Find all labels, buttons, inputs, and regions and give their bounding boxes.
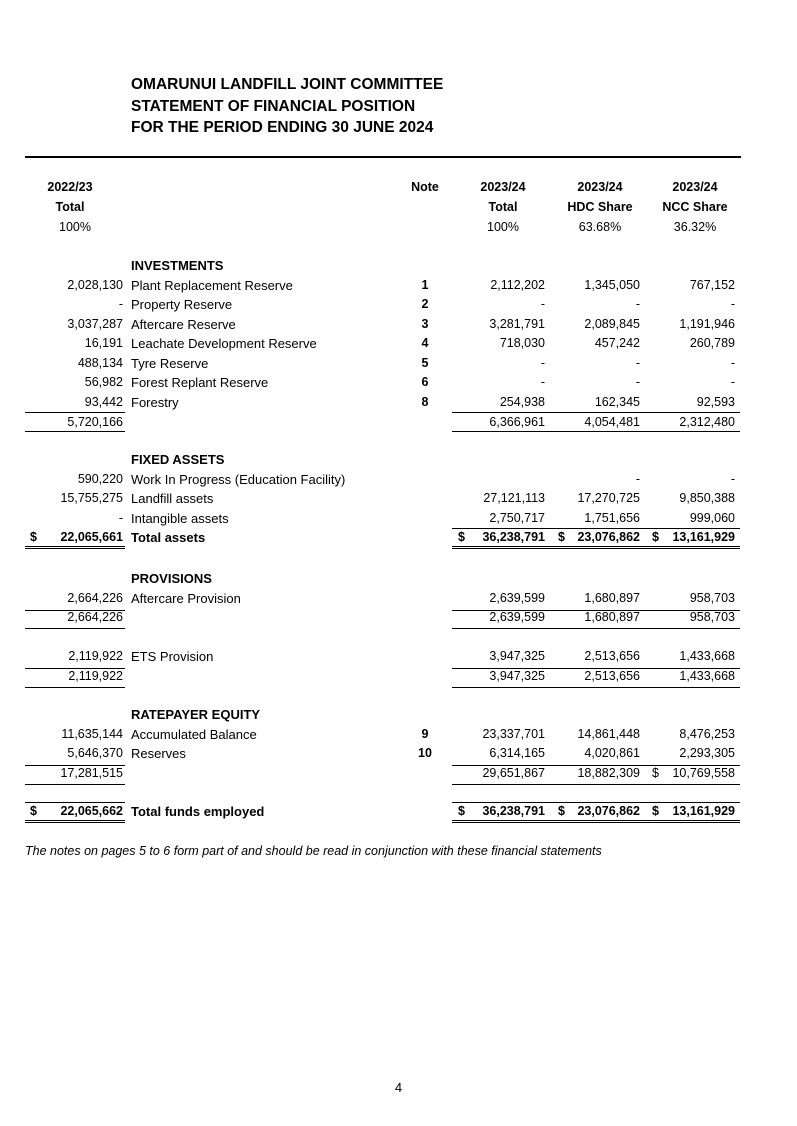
header-rule: [25, 156, 741, 158]
prior-value: 2,664,226: [67, 591, 123, 605]
section-heading: PROVISIONS: [131, 571, 212, 586]
hdc-value: -: [635, 472, 640, 486]
subtotal-rule: [452, 628, 740, 629]
hdr-cur-total: Total: [488, 200, 518, 214]
prior-value: 2,119,922: [68, 669, 123, 683]
section-heading: FIXED ASSETS: [131, 452, 225, 467]
hdc-value: 4,054,481: [584, 415, 640, 429]
hdc-value: 1,680,897: [584, 610, 640, 624]
currency-sign: $: [558, 804, 565, 818]
total-value: 36,238,791: [482, 530, 545, 544]
hdc-value: 23,076,862: [577, 804, 640, 818]
total-value: 6,314,165: [489, 746, 545, 760]
ncc-value: 13,161,929: [672, 530, 735, 544]
ncc-value: 92,593: [696, 395, 735, 409]
hdc-value: -: [635, 356, 640, 370]
period: FOR THE PERIOD ENDING 30 JUNE 2024: [131, 119, 434, 136]
subtotal-rule: [452, 765, 740, 766]
ncc-value: -: [730, 375, 735, 389]
hdc-value: 1,345,050: [584, 278, 640, 292]
row-label: Property Reserve: [131, 297, 233, 312]
org-name: OMARUNUI LANDFILL JOINT COMMITTEE: [131, 76, 444, 93]
double-rule: [452, 546, 740, 549]
ncc-value: 10,769,558: [672, 766, 735, 780]
subtotal-rule: [25, 765, 125, 766]
hdr-hdc-share: HDC Share: [567, 200, 633, 214]
row-label: Work In Progress (Education Facility): [131, 472, 346, 487]
note-ref: 10: [418, 746, 432, 760]
total-value: 254,938: [499, 395, 545, 409]
prior-value: 5,646,370: [67, 746, 123, 760]
prior-value: 56,982: [84, 375, 123, 389]
hdc-value: -: [635, 375, 640, 389]
hdc-value: 2,089,845: [584, 317, 640, 331]
ncc-value: 13,161,929: [672, 804, 735, 818]
total-value: -: [540, 297, 545, 311]
currency-sign: $: [458, 804, 465, 818]
total-value: 23,337,701: [482, 727, 545, 741]
row-label: Total assets: [131, 530, 206, 545]
total-value: 718,030: [499, 336, 545, 350]
subtotal-rule: [452, 784, 740, 785]
hdc-value: 14,861,448: [577, 727, 640, 741]
prior-value: 22,065,661: [60, 530, 123, 544]
hdc-value: 2,513,656: [584, 669, 640, 683]
subtotal-rule: [452, 610, 740, 611]
note-ref: 8: [421, 395, 429, 409]
prior-value: 590,220: [77, 472, 123, 486]
statement-name: STATEMENT OF FINANCIAL POSITION: [131, 97, 416, 115]
subtotal-rule: [25, 628, 125, 629]
prior-value: 93,442: [84, 395, 123, 409]
total-value: 3,947,325: [489, 669, 545, 683]
ncc-value: 767,152: [689, 278, 735, 292]
subtotal-rule: [25, 431, 125, 432]
note-ref: 3: [421, 317, 429, 331]
double-rule: [25, 546, 125, 549]
hdr-cur-pct: 100%: [487, 220, 519, 234]
hdc-value: 18,882,309: [577, 766, 640, 780]
prior-value: 5,720,166: [67, 415, 123, 429]
prior-value: 2,119,922: [68, 649, 123, 663]
row-label: Forestry: [131, 395, 179, 410]
row-label: Leachate Development Reserve: [131, 336, 317, 351]
hdc-value: -: [635, 297, 640, 311]
note-ref: 6: [421, 375, 429, 389]
prior-value: 22,065,662: [60, 804, 123, 818]
hdc-value: 1,680,897: [584, 591, 640, 605]
row-label: Aftercare Provision: [131, 591, 241, 606]
total-value: 2,112,202: [490, 278, 545, 292]
subtotal-rule: [452, 668, 740, 669]
hdc-value: 457,242: [594, 336, 640, 350]
prior-value: 2,028,130: [67, 278, 123, 292]
hdr-ncc-share: NCC Share: [662, 200, 728, 214]
subtotal-rule: [25, 784, 125, 785]
currency-sign: $: [30, 804, 37, 818]
ncc-value: 2,312,480: [679, 415, 735, 429]
total-value: -: [540, 356, 545, 370]
currency-sign: $: [458, 530, 465, 544]
row-label: Landfill assets: [131, 491, 214, 506]
ncc-value: 8,476,253: [679, 727, 735, 741]
hdc-value: 4,020,861: [584, 746, 640, 760]
section-heading: INVESTMENTS: [131, 258, 224, 273]
row-label: Total funds employed: [131, 804, 265, 819]
ncc-value: -: [730, 297, 735, 311]
prior-value: 15,755,275: [60, 491, 123, 505]
hdr-prior-pct: 100%: [59, 220, 91, 234]
row-label: Reserves: [131, 746, 186, 761]
total-value: 3,281,791: [489, 317, 545, 331]
hdr-ncc-pct: 36.32%: [673, 220, 717, 234]
total-value: 3,947,325: [489, 649, 545, 663]
subtotal-rule: [452, 802, 740, 803]
total-value: 2,750,717: [489, 511, 545, 525]
row-label: Aftercare Reserve: [131, 317, 236, 332]
subtotal-rule: [452, 528, 740, 529]
subtotal-rule: [25, 687, 125, 688]
double-rule: [452, 820, 740, 823]
hdr-prior-year: 2022/23: [47, 180, 93, 194]
currency-sign: $: [652, 766, 659, 780]
ncc-value: 958,703: [689, 591, 735, 605]
double-rule: [25, 820, 125, 823]
hdc-value: 1,751,656: [584, 511, 640, 525]
prior-value: -: [118, 511, 123, 525]
hdr-ncc-year: 2023/24: [672, 180, 718, 194]
prior-value: 16,191: [84, 336, 123, 350]
prior-value: 11,635,144: [61, 727, 123, 741]
ncc-value: 999,060: [689, 511, 735, 525]
ncc-value: 958,703: [689, 610, 735, 624]
note-ref: 5: [421, 356, 429, 370]
row-label: Tyre Reserve: [131, 356, 209, 371]
total-value: 29,651,867: [482, 766, 545, 780]
ncc-value: 1,433,668: [679, 669, 735, 683]
total-value: 6,366,961: [489, 415, 545, 429]
subtotal-rule: [25, 668, 125, 669]
ncc-value: -: [730, 472, 735, 486]
subtotal-rule: [452, 431, 740, 432]
note-ref: 2: [421, 297, 429, 311]
total-value: 2,639,599: [489, 591, 545, 605]
total-value: 27,121,113: [483, 491, 545, 505]
note-ref: 1: [421, 278, 429, 292]
total-value: 2,639,599: [489, 610, 545, 624]
total-value: 36,238,791: [482, 804, 545, 818]
row-label: Forest Replant Reserve: [131, 375, 269, 390]
row-label: Intangible assets: [131, 511, 229, 526]
prior-value: 488,134: [77, 356, 123, 370]
prior-value: 2,664,226: [67, 610, 123, 624]
row-label: Plant Replacement Reserve: [131, 278, 293, 293]
subtotal-rule: [25, 610, 125, 611]
statement-title: [131, 74, 443, 139]
ncc-value: 1,433,668: [679, 649, 735, 663]
hdr-note: Note: [411, 180, 439, 194]
hdc-value: 162,345: [594, 395, 640, 409]
hdc-value: 17,270,725: [577, 491, 640, 505]
currency-sign: $: [652, 804, 659, 818]
currency-sign: $: [30, 530, 37, 544]
subtotal-rule: [25, 412, 125, 413]
ncc-value: 9,850,388: [679, 491, 735, 505]
currency-sign: $: [652, 530, 659, 544]
hdc-value: 23,076,862: [577, 530, 640, 544]
note-ref: 9: [421, 727, 429, 741]
row-label: ETS Provision: [131, 649, 214, 664]
section-heading: RATEPAYER EQUITY: [131, 707, 261, 722]
currency-sign: $: [558, 530, 565, 544]
row-label: Accumulated Balance: [131, 727, 257, 742]
hdc-value: 2,513,656: [584, 649, 640, 663]
page-number: 4: [394, 1080, 403, 1095]
total-value: -: [540, 375, 545, 389]
ncc-value: 1,191,946: [679, 317, 735, 331]
hdr-hdc-year: 2023/24: [577, 180, 623, 194]
ncc-value: 2,293,305: [679, 746, 735, 760]
ncc-value: 260,789: [689, 336, 735, 350]
prior-value: -: [118, 297, 123, 311]
hdr-cur-year: 2023/24: [480, 180, 526, 194]
subtotal-rule: [452, 687, 740, 688]
subtotal-rule: [452, 412, 740, 413]
prior-value: 17,281,515: [60, 766, 123, 780]
prior-value: 3,037,287: [67, 317, 123, 331]
ncc-value: -: [730, 356, 735, 370]
footnote: The notes on pages 5 to 6 form part of and should be read in conjunction with these financial statements: [25, 844, 602, 858]
hdr-prior-total: Total: [55, 200, 85, 214]
note-ref: 4: [421, 336, 429, 350]
hdr-hdc-pct: 63.68%: [578, 220, 622, 234]
subtotal-rule: [25, 802, 125, 803]
